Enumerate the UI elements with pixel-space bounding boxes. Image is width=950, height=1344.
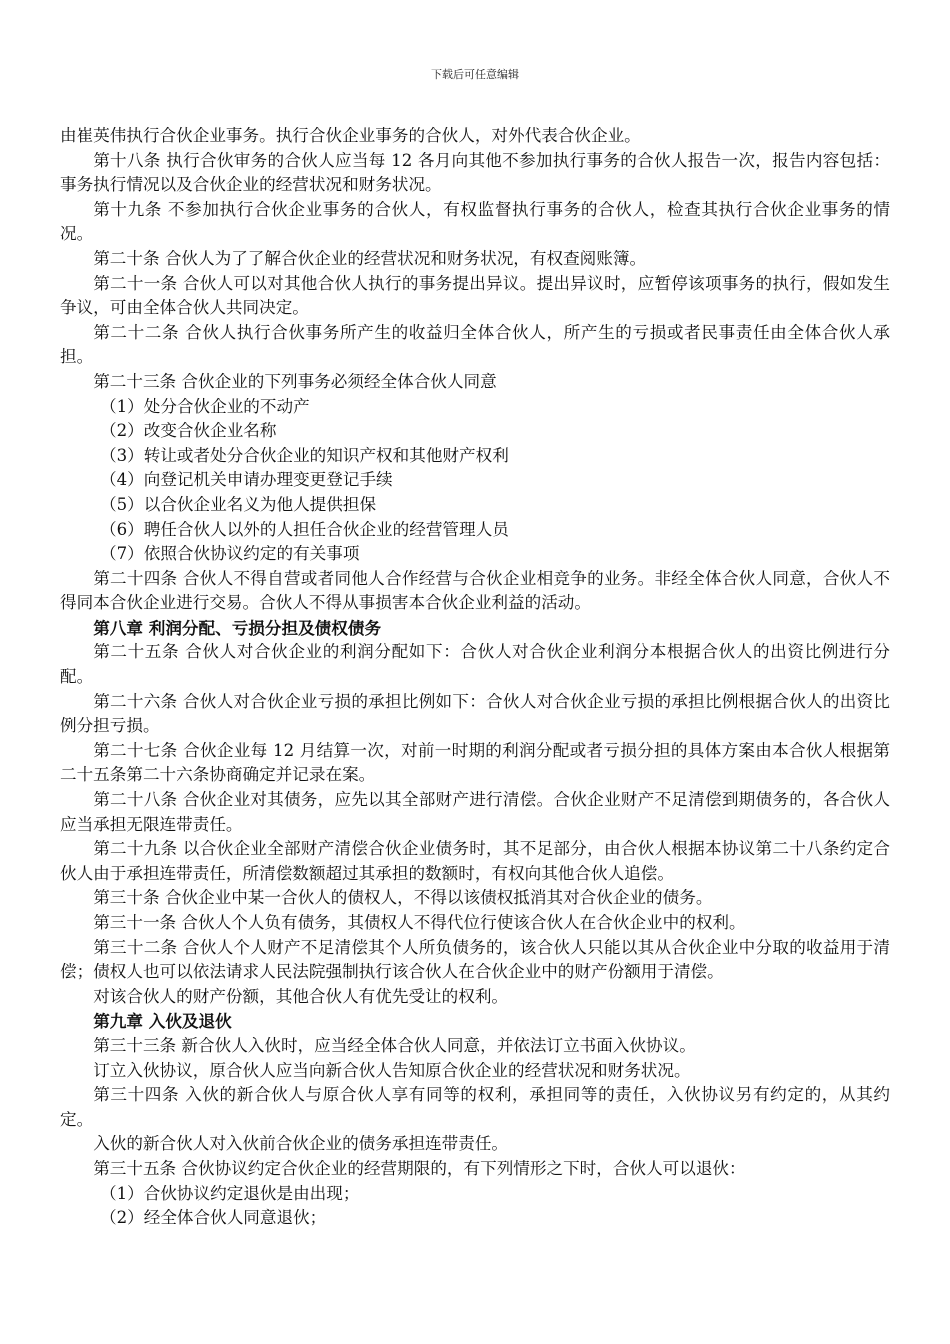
list-item: （3）转让或者处分合伙企业的知识产权和其他财产权利 <box>100 445 509 465</box>
article-paragraph: 订立入伙协议，原合伙人应当向新合伙人告知原合伙企业的经营状况和财务状况。 <box>93 1060 691 1080</box>
document-body <box>60 124 890 1231</box>
list-item: （5）以合伙企业名义为他人提供担保 <box>100 494 377 514</box>
article-paragraph: 第二十六条 合伙人对合伙企业亏损的承担比例如下：合伙人对合伙企业亏损的承担比例根据合伙人的出资比例分担亏损。 <box>60 691 890 736</box>
article-paragraph: 第二十四条 合伙人不得自营或者同他人合作经营与合伙企业相竞争的业务。非经全体合伙人同意，合伙人不得同本合伙企业进行交易。合伙人不得从事损害本合伙企业利益的活动。 <box>60 568 890 613</box>
list-item: （1）处分合伙企业的不动产 <box>100 396 310 416</box>
article-paragraph: 第十九条 不参加执行合伙企业事务的合伙人，有权监督执行事务的合伙人，检查其执行合伙企业事务的情况。 <box>60 199 890 244</box>
article-paragraph: 由崔英伟执行合伙企业事务。执行合伙企业事务的合伙人，对外代表合伙企业。 <box>60 126 641 145</box>
article-paragraph: 对该合伙人的财产份额，其他合伙人有优先受让的权利。 <box>93 986 509 1006</box>
list-item: （1）合伙协议约定退伙是由出现； <box>100 1183 360 1203</box>
article-paragraph: 第二十五条 合伙人对合伙企业的利润分配如下：合伙人对合伙企业利润分本根据合伙人的出资比例进行分配。 <box>60 642 890 687</box>
article-paragraph: 第二十二条 合伙人执行合伙事务所产生的收益归全体合伙人，所产生的亏损或者民事责任由全体合伙人承担。 <box>60 322 890 367</box>
article-paragraph: 第三十四条 入伙的新合伙人与原合伙人享有同等的权利，承担同等的责任，入伙协议另有约定的，从其约定。 <box>60 1085 890 1129</box>
article-paragraph: 第三十五条 合伙协议约定合伙企业的经营期限的，有下列情形之下时，合伙人可以退伙： <box>93 1158 746 1178</box>
article-paragraph: 第二十条 合伙人为了了解合伙企业的经营状况和财务状况，有权查阅账簿。 <box>93 248 647 268</box>
list-item: （2）经全体合伙人同意退伙； <box>100 1208 327 1228</box>
list-item: （4）向登记机关申请办理变更登记手续 <box>100 470 393 490</box>
list-item: （6）聘任合伙人以外的人担任合伙企业的经营管理人员 <box>100 519 509 539</box>
list-item: （7）依照合伙协议约定的有关事项 <box>100 544 360 564</box>
article-paragraph: 第二十一条 合伙人可以对其他合伙人执行的事务提出异议。提出异议时，应暂停该项事务的执行，假如发生争议，可由全体合伙人共同决定。 <box>60 273 890 318</box>
article-paragraph: 第二十七条 合伙企业每 12 月结算一次，对前一时期的利润分配或者亏损分担的具体方案由本合伙人根据第二十五条第二十六条协商确定并记录在案。 <box>60 740 890 785</box>
article-paragraph: 第十八条 执行合伙审务的合伙人应当每 12 各月向其他不参加执行事务的合伙人报告一次，报告内容包括：事务执行情况以及合伙企业的经营状况和财务状况。 <box>60 150 890 195</box>
chapter-heading: 第九章 入伙及退伙 <box>93 1011 232 1032</box>
article-paragraph: 第二十三条 合伙企业的下列事务必须经全体合伙人同意 <box>93 371 497 391</box>
article-paragraph: 第三十二条 合伙人个人财产不足清偿其个人所负债务的，该合伙人只能以其从合伙企业中分取的收益用于清偿；债权人也可以依法请求人民法院强制执行该合伙人在合伙企业中的财产份额用于清偿。 <box>60 937 890 982</box>
article-paragraph: 第三十三条 新合伙人入伙时，应当经全体合伙人同意，并依法订立书面入伙协议。 <box>93 1035 696 1055</box>
article-paragraph: 入伙的新合伙人对入伙前合伙企业的债务承担连带责任。 <box>93 1134 509 1154</box>
list-item: （2）改变合伙企业名称 <box>100 421 277 441</box>
chapter-heading: 第八章 利润分配、亏损分担及债权债务 <box>93 617 382 638</box>
article-paragraph: 第二十八条 合伙企业对其债务，应先以其全部财产进行清偿。合伙企业财产不足清偿到期债务的，各合伙人应当承担无限连带责任。 <box>60 790 890 834</box>
article-paragraph: 第三十条 合伙企业中某一合伙人的债权人，不得以该债权抵消其对合伙企业的债务。 <box>93 888 713 908</box>
article-paragraph: 第二十九条 以合伙企业全部财产清偿合伙企业债务时，其不足部分，由合伙人根据本协议第二十八条约定合伙人由于承担连带责任，所清偿数额超过其承担的数额时，有权向其他合伙人追偿。 <box>60 839 890 883</box>
page-header: 下载后可任意编辑 <box>431 68 519 81</box>
article-paragraph: 第三十一条 合伙人个人负有债务，其债权人不得代位行使该合伙人在合伙企业中的权利。 <box>93 913 746 932</box>
